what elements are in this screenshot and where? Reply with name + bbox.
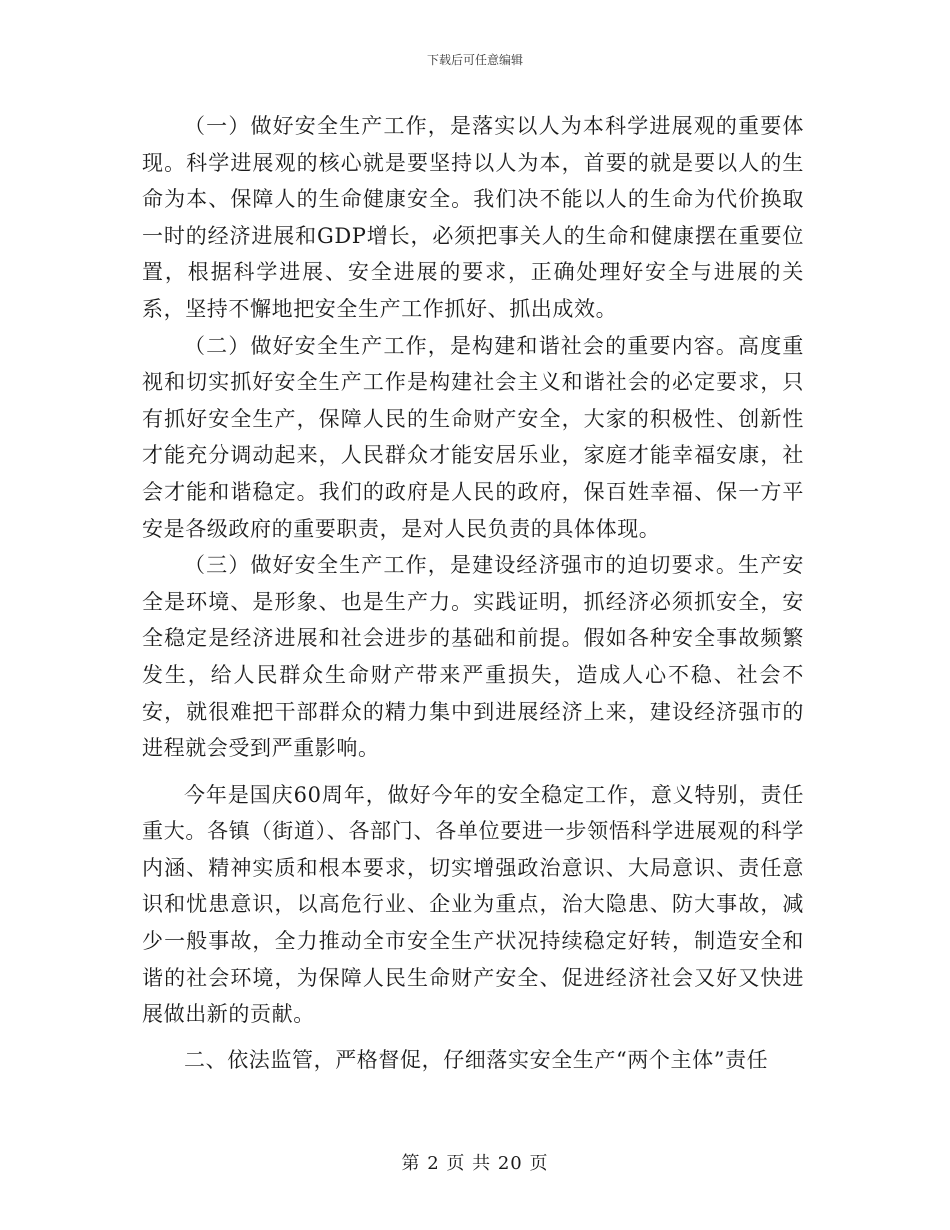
paragraph-summary: 今年是国庆60周年，做好今年的安全稳定工作，意义特别，责任重大。各镇（街道）、各部门、各单位要进一步领悟科学进展观的科学内涵、精神实质和根本要求，切实增强政治意识、大局意识、责任意识和忧患意识，以高危行业、企业为重点，治大隐患、防大事故，减少一般事故，全力推动全市安全生产状况持续稳定好转，制造安全和谐的社会环境，为保障人民生命财产安全、促进经济社会又好又快进展做出新的贡献。 [142,782,804,1027]
section-heading-2: 二、依法监管，严格督促，仔细落实安全生产“两个主体”责任 [184,1047,769,1072]
page-number-footer [0,1152,950,1176]
paragraph-section-2: （二）做好安全生产工作，是构建和谐社会的重要内容。高度重视和切实抓好安全生产工作是构建社会主义和谐社会的必定要求，只有抓好安全生产，保障人民的生命财产安全，大家的积极性、创新性才能充分调动起来，人民群众才能安居乐业，家庭才能幸福安康，社会才能和谐稳定。我们的政府是人民的政府，保百姓幸福、保一方平安是各级政府的重要职责，是对人民负责的具体体现。 [142,333,804,541]
paragraph-section-1: （一）做好安全生产工作，是落实以人为本科学进展观的重要体现。科学进展观的核心就是要坚持以人为本，首要的就是要以人的生命为本、保障人的生命健康安全。我们决不能以人的生命为代价换取一时的经济进展和GDP增长，必须把事关人的生命和健康摆在重要位置，根据科学进展、安全进展的要求，正确处理好安全与进展的关系，坚持不懈地把安全生产工作抓好、抓出成效。 [142,114,804,321]
document-body [142,108,804,1078]
page-number-label: 第 2 页 共 20 页 [401,1153,549,1174]
paragraph-section-3: （三）做好安全生产工作，是建设经济强市的迫切要求。生产安全是环境、是形象、也是生产力。实践证明，抓经济必须抓安全，安全稳定是经济进展和社会进步的基础和前提。假如各种安全事故频繁发生，给人民群众生命财产带来严重损失，造成人心不稳、社会不安，就很难把干部群众的精力集中到进展经济上来，建设经济强市的进程就会受到严重影响。 [142,553,804,761]
page-header-note: 下载后可任意编辑 [426,53,523,67]
